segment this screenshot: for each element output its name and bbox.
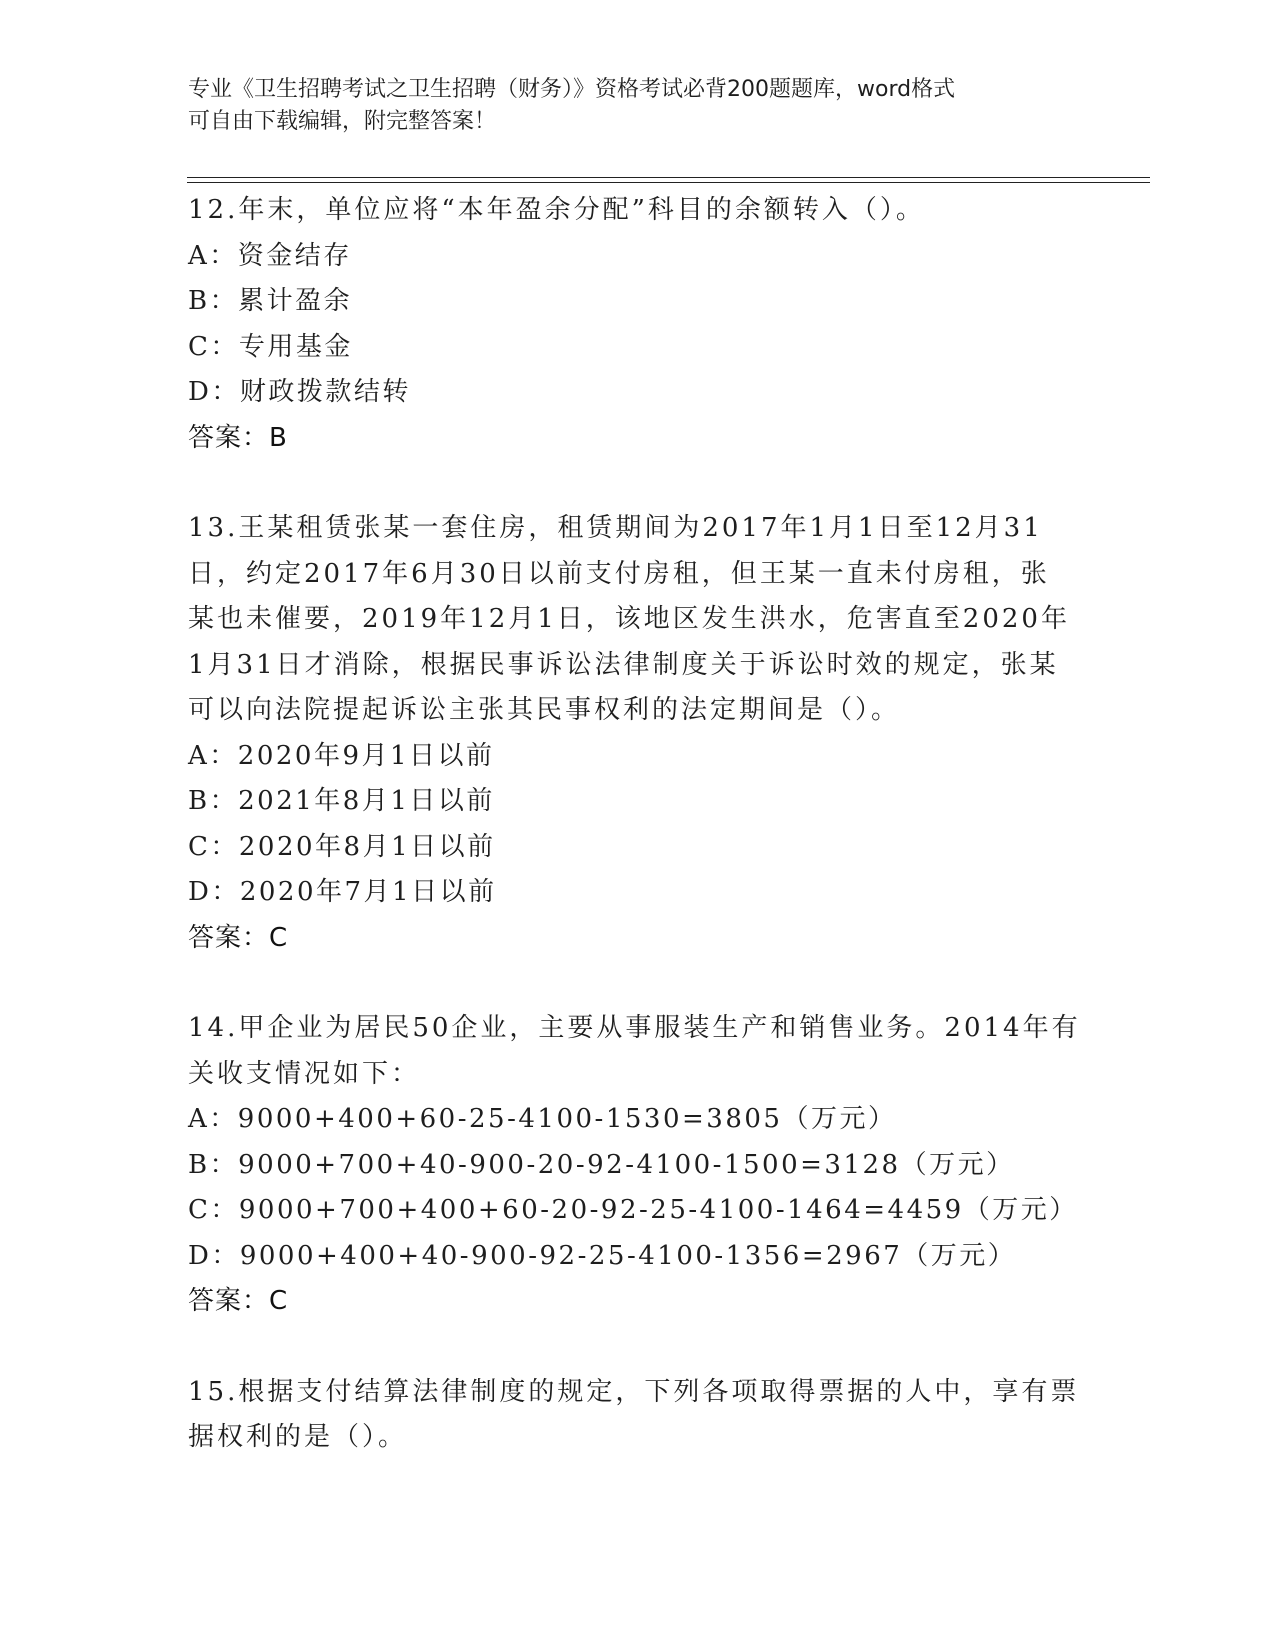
document-header — [188, 74, 1068, 138]
option-c: C：9000+700+400+60-20-92-25-4100-1464=4459（万元） — [188, 1195, 1078, 1225]
stem-line: 12.年末，单位应将“本年盈余分配”科目的余额转入（）。 — [188, 195, 925, 225]
question-stem — [188, 1370, 1088, 1461]
option-d: D：2020年7月1日以前 — [188, 877, 497, 907]
question-list — [188, 188, 1088, 1461]
option-a: A：9000+400+60-25-4100-1530=3805（万元） — [188, 1104, 897, 1134]
header-divider — [187, 177, 1150, 178]
stem-line: 15.根据支付结算法律制度的规定，下列各项取得票据的人中，享有票 — [188, 1376, 1080, 1407]
header-divider — [187, 182, 1150, 183]
option-c: C：专用基金 — [188, 331, 353, 362]
answer-label: 答案：C — [188, 922, 289, 953]
option-c: C：2020年8月1日以前 — [188, 831, 496, 862]
stem-line: 可以向法院提起诉讼主张其民事权利的法定期间是（）。 — [188, 695, 901, 725]
option-b: B：2021年8月1日以前 — [188, 786, 495, 816]
option-b: B：9000+700+40-900-20-92-4100-1500=3128（万元） — [188, 1149, 1015, 1180]
answer-label: 答案：B — [188, 422, 288, 453]
option-a: A：资金结存 — [188, 240, 352, 271]
question-stem — [188, 1006, 1088, 1097]
stem-line: 1月31日才消除，根据民事诉讼法律制度关于诉讼时效的规定，张某 — [188, 649, 1059, 680]
stem-line: 日，约定2017年6月30日以前支付房租，但王某一直未付房租，张 — [188, 558, 1050, 589]
option-d: D：9000+400+40-900-92-25-4100-1356=2967（万元） — [188, 1240, 1017, 1271]
stem-line: 13.王某租赁张某一套住房，租赁期间为2017年1月1日至12月31 — [188, 513, 1043, 543]
option-d: D：财政拨款结转 — [188, 377, 411, 407]
question-15 — [188, 1370, 1088, 1461]
header-line: 可自由下载编辑，附完整答案！ — [188, 109, 497, 134]
question-14 — [188, 1006, 1088, 1325]
option-a: A：2020年9月1日以前 — [188, 740, 495, 771]
stem-line: 某也未催要，2019年12月1日，该地区发生洪水，危害直至2020年 — [188, 604, 1070, 634]
stem-line: 关收支情况如下： — [188, 1058, 421, 1089]
option-b: B：累计盈余 — [188, 286, 353, 316]
question-13 — [188, 506, 1088, 961]
stem-line: 据权利的是（）。 — [188, 1422, 408, 1452]
stem-line: 14.甲企业为居民50企业，主要从事服装生产和销售业务。2014年有 — [188, 1013, 1081, 1043]
question-stem — [188, 188, 1088, 234]
question-12 — [188, 188, 1088, 461]
answer-label: 答案：C — [188, 1286, 289, 1316]
question-stem — [188, 506, 1088, 734]
header-line: 专业《卫生招聘考试之卫生招聘（财务）》资格考试必背200题题库，word格式 — [188, 77, 956, 102]
